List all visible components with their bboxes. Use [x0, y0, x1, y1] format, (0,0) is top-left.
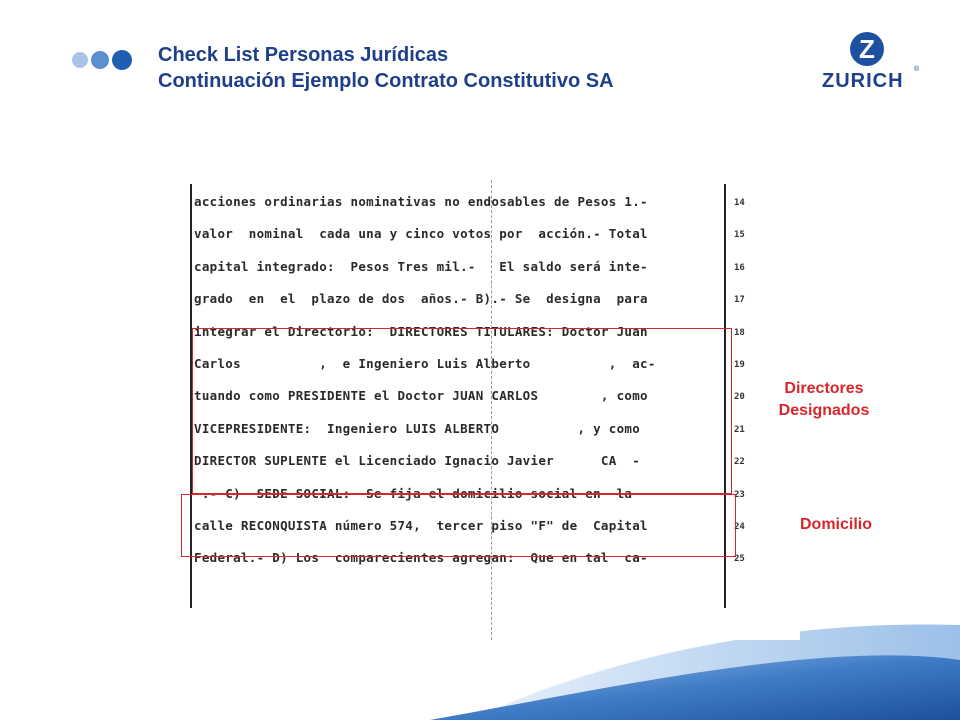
contract-line: VICEPRESIDENTE: Ingeniero LUIS ALBERTO , y como [194, 420, 641, 436]
zurich-wordmark: ZURICH [822, 70, 904, 92]
contract-line: .- C) SEDE SOCIAL: Se fija el domicilio social en la [194, 485, 633, 501]
contract-line-number: 19 [734, 360, 745, 370]
contract-line: integrar el Directorio: DIRECTORES TITULARES: Doctor Juan [194, 323, 648, 339]
contract-line-number: 25 [734, 554, 745, 565]
contract-line: DIRECTOR SUPLENTE el Licenciado Ignacio Javier CA - [194, 453, 641, 469]
contract-line: calle RECONQUISTA número 574, tercer piso "F" de Capital [194, 518, 648, 533]
registered-mark: ® [914, 66, 920, 73]
contract-line: Federal.- D) Los comparecientes agregan: Que en tal ca- [194, 550, 648, 566]
highlight-box-domicilio [181, 494, 736, 557]
contract-line-number: 15 [734, 230, 745, 241]
contract-line-number: 23 [734, 489, 745, 500]
dot-dark [112, 50, 132, 70]
dot-medium [91, 51, 109, 69]
zurich-logo [820, 30, 920, 94]
contract-line-number: 24 [734, 522, 745, 532]
contract-line: grado en el plazo de dos años.- B).- Se designa para [194, 291, 648, 307]
contract-line: acciones ordinarias nominativas no endosables de Pesos 1.- [194, 194, 648, 209]
contract-line: capital integrado: Pesos Tres mil.- El saldo será inte- [194, 258, 648, 274]
contract-line: Carlos , e Ingeniero Luis Alberto , ac- [194, 356, 656, 371]
contract-line: tuando como PRESIDENTE el Doctor JUAN CARLOS , como [194, 388, 648, 404]
header-dots-decoration [72, 50, 136, 70]
contract-line-number: 16 [734, 262, 745, 273]
contract-line-number: 18 [734, 327, 745, 338]
contract-line-number: 22 [734, 457, 745, 468]
contract-line-number: 20 [734, 392, 745, 403]
annotation-directores-designados: Directores Designados [778, 380, 870, 419]
contract-line: valor nominal cada una y cinco votos por acción.- Total [194, 226, 648, 242]
contract-line-number: 17 [734, 295, 745, 306]
highlight-box-directores [192, 328, 732, 494]
slide-title [158, 42, 614, 94]
slide-title-line-1: Check List Personas Jurídicas [158, 44, 449, 66]
dot-light [72, 52, 88, 68]
slide-title-line-2: Continuación Ejemplo Contrato Constitutivo SA [158, 70, 614, 92]
contract-line-number: 21 [734, 424, 745, 435]
contract-line-number: 14 [734, 198, 745, 208]
zurich-z-icon: Z [850, 32, 884, 66]
annotation-domicilio: Domicilio [799, 516, 872, 533]
